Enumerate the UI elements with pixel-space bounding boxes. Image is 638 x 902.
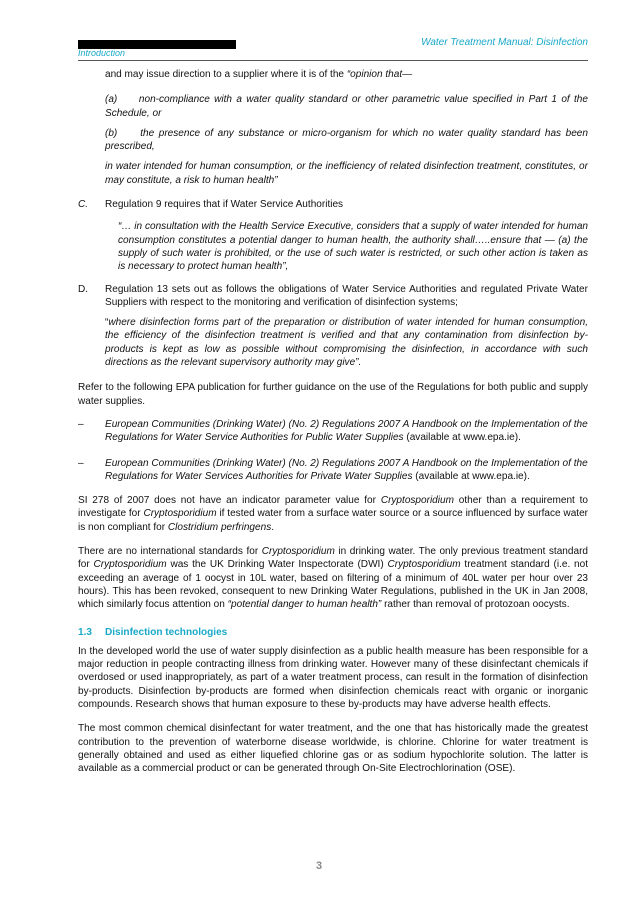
page-number: 3 xyxy=(315,860,323,872)
quote-regulation-9: “… in consultation with the Health Service Executive, considers that a supply of water intended for human consumption constitutes a potential danger to human health, the authority shall…..ensure that — (a) the supply of such water is prohibited, or the use of such water is restricted, or such other action is taken as is necessary to protect human health”, xyxy=(118,221,588,273)
bullet-public-supplies: – European Communities (Drinking Water) (No. 2) Regulations 2007 A Handbook on the Implementation of the Regulations for Water Service Authorities for Public Water Supplies (available at www.epa.ie). xyxy=(78,418,588,444)
bullet-private-supplies: – European Communities (Drinking Water) (No. 2) Regulations 2007 A Handbook on the Implementation of the Regulations for Water Services Authorities for Private Water Supplies (available at www.epa.ie). xyxy=(78,457,588,482)
header-document-title: Water Treatment Manual: Disinfection xyxy=(421,37,588,48)
paragraph-direction: and may issue direction to a supplier where it is of the “opinion that— xyxy=(105,69,413,80)
paragraph-refer: Refer to the following EPA publication for further guidance on the use of the Regulations for both public and supply water supplies. xyxy=(78,382,588,407)
page-body xyxy=(78,66,588,775)
paragraph-developed-world: In the developed world the use of water supply disinfection as a public health measure has been responsible for a major reduction in people contracting illness from drinking water. However many of these disinfectant chemicals if overdosed or used inappropriately, as part of a water treatment process, can result in the formation of disinfection by-products. Disinfection by-products are formed when disinfection chemicals react with organic or inorganic compounds. Research shows that human exposure to these by-products may have adverse health effects. xyxy=(78,645,588,710)
paragraph-si-278: SI 278 of 2007 does not have an indicator parameter value for Cryptosporidium other than a requirement to investigate for Cryptosporidium if tested water from a surface water source or a source influenced by surface water is non compliant for Clostridium perfringens. xyxy=(78,495,589,533)
paragraph-chlorine: The most common chemical disinfectant for water treatment, and the one that has historically made the greatest contribution to the prevention of waterborne disease worldwide, is chlorine. Chlorine for water treatment is generally obtained and used as either liquefied chlorine gas or as sodium hypochlorite solution. The latter is available as a commercial product or can be generated through On-Site Electrochlorination (OSE). xyxy=(78,723,588,775)
header-rule xyxy=(78,60,588,61)
item-c: C. Regulation 9 requires that if Water Service Authorities xyxy=(78,199,344,211)
header-section-label: Introduction xyxy=(78,48,126,58)
clause-a: (a) non-compliance with a water quality standard or other parametric value specified in Part 1 of the Schedule, or xyxy=(105,94,588,119)
quote-regulation-13: “where disinfection forms part of the preparation or distribution of water intended for human consumption, the efficiency of the disinfection treatment is verified and that any contamination from disinfection by-products is kept as low as possible without compromising the disinfection, in accordance with such directions as the relevant supervisory authority may give”. xyxy=(105,317,588,369)
clause-b: (b) the presence of any substance or micro-organism for which no water quality standard has been prescribed, xyxy=(105,127,588,153)
paragraph-no-standards: There are no international standards for Cryptosporidium in drinking water. The only previous treatment standard for Cryptosporidium was the UK Drinking Water Inspectorate (DWI) Cryptosporidium treatment standard (i.e. not exceeding an average of 1 oocyst in 10L water, based on filtering of a minimum of 40L water per hour over 23 hours). This has been revoked, consequent to new Drinking Water Regulations, published in the UK in Jan 2008, which similarly focus attention on “potential danger to human health” rather than removal of protozoan oocysts. xyxy=(78,546,588,611)
section-heading-1-3: 1.3 Disinfection technologies xyxy=(78,626,228,638)
item-d: D. Regulation 13 sets out as follows the obligations of Water Service Authorities and regulated Private Water Suppliers with respect to the monitoring and verification of disinfection systems; xyxy=(78,283,588,308)
paragraph-risk: in water intended for human consumption, or the inefficiency of related disinfection treatment, constitutes, or may constitute, a risk to human health” xyxy=(105,161,588,186)
